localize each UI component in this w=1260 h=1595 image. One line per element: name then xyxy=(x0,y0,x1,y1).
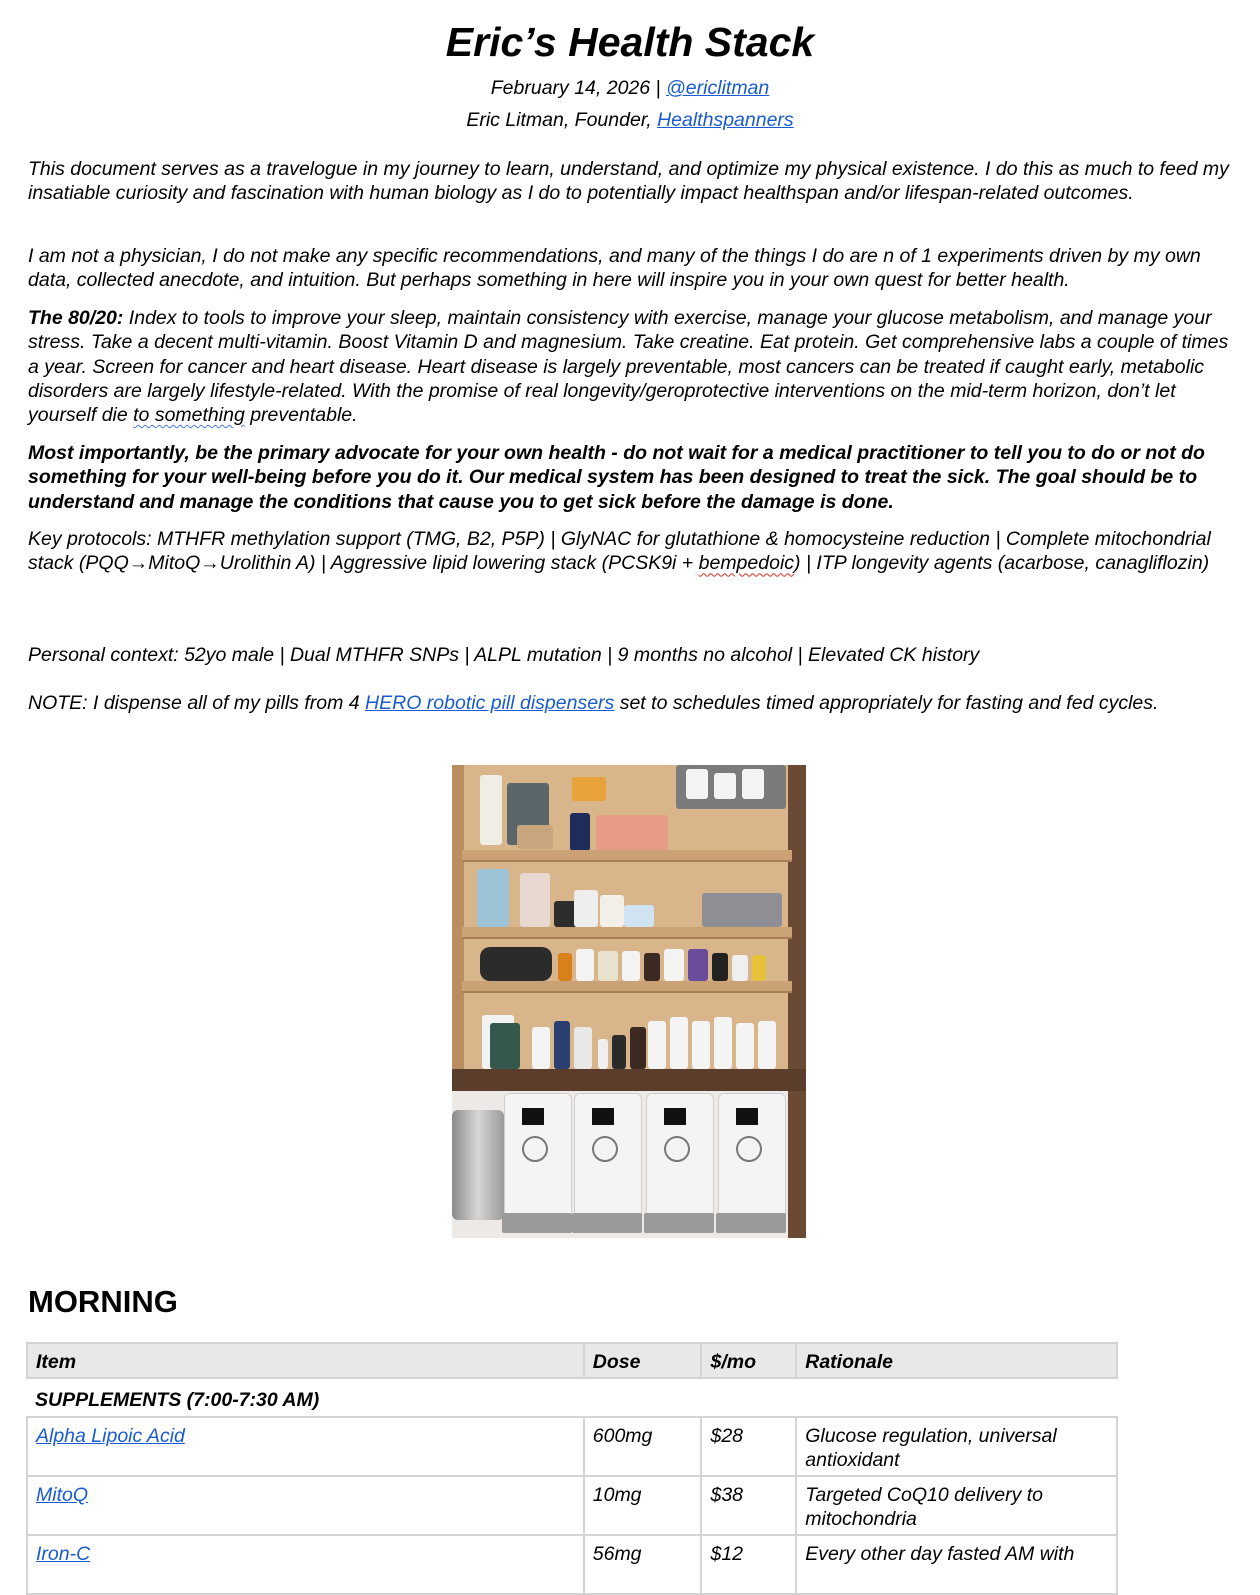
advocacy-paragraph: Most importantly, be the primary advocate for your own health - do not wait for a medical practitioner to tell you to do or not do something for your well-being before you do it. Our medical system has been designed to treat the sick. The goal should be to understand and manage the conditions that cause you to get sick before the damage is done. xyxy=(28,442,1205,513)
bag xyxy=(702,893,782,927)
bottle xyxy=(686,769,708,799)
document-title: Eric’s Health Stack xyxy=(445,19,815,65)
bottle xyxy=(688,949,708,981)
dial-icon xyxy=(736,1136,762,1162)
dark-shelf xyxy=(452,1069,806,1091)
8020-label: The 80/20: xyxy=(28,307,124,329)
intro-paragraph-disclaimer: I am not a physician, I do not make any specific recommendations, and many of the things I do are n of 1 experiments driven by my own data, collected anecdote, and intuition. But perhaps something in here will inspire you in your own quest for better health. xyxy=(28,245,1201,292)
spelling-flag[interactable]: bempedoic xyxy=(698,552,795,575)
bottle xyxy=(758,1021,776,1069)
cost-cell: $12 xyxy=(701,1535,796,1594)
cost-cell: $28 xyxy=(701,1417,796,1476)
nasal-spray xyxy=(598,1039,608,1069)
bottle xyxy=(644,953,660,981)
item-link[interactable]: Alpha Lipoic Acid xyxy=(36,1425,185,1447)
hero-dispensers-link[interactable]: HERO robotic pill dispensers xyxy=(365,692,615,714)
bottle xyxy=(570,813,590,851)
bottle xyxy=(576,949,594,981)
column-header-dose: Dose xyxy=(584,1343,702,1378)
pill-dispenser xyxy=(646,1093,714,1215)
section-label-supplements: SUPPLEMENTS (7:00-7:30 AM) xyxy=(27,1378,1117,1417)
pill-dispenser xyxy=(504,1093,572,1215)
bottle xyxy=(558,953,572,981)
bottle xyxy=(714,773,736,799)
dose-cell: 10mg xyxy=(584,1476,702,1535)
item-cell xyxy=(27,1476,584,1535)
bottle xyxy=(692,1021,710,1069)
tub xyxy=(574,890,598,927)
table-row xyxy=(27,1535,1117,1594)
tub xyxy=(490,1023,520,1069)
supplement-cabinet-photo xyxy=(452,765,806,1238)
rationale-cell: Every other day fasted AM with xyxy=(796,1535,1117,1594)
box xyxy=(572,777,606,801)
box xyxy=(624,905,654,927)
box xyxy=(517,825,553,849)
bag xyxy=(596,815,668,851)
box xyxy=(480,775,502,845)
bottle xyxy=(648,1021,666,1069)
bottle xyxy=(736,1023,754,1069)
bottle xyxy=(554,1021,570,1069)
personal-context-paragraph: Personal context: 52yo male | Dual MTHFR SNPs | ALPL mutation | 9 months no alcohol | Elevated CK history xyxy=(28,644,980,666)
table-row xyxy=(27,1417,1117,1476)
tub xyxy=(520,873,550,927)
key-protocols-paragraph: Key protocols: MTHFR methylation support (TMG, B2, P5P) | GlyNAC for glutathione & homocysteine reduction | Complete mitochondrial stack (PQQ→MitoQ→Urolithin A) | Aggressive lipid lowering stack (PCSK9i + bempedoic) | ITP longevity agents (acarbose, canagliflozin) xyxy=(28,528,1211,575)
dial-icon xyxy=(664,1136,690,1162)
table-header-row xyxy=(27,1343,1117,1378)
dispenser-base xyxy=(716,1213,786,1233)
byline-prefix: Eric Litman, Founder, xyxy=(466,109,658,131)
table-row xyxy=(27,1476,1117,1535)
dose-cell: 600mg xyxy=(584,1417,702,1476)
bottle xyxy=(670,1017,688,1069)
twitter-handle-link[interactable]: @ericlitman xyxy=(666,77,770,99)
shelf xyxy=(462,850,792,862)
intro-paragraph-travelogue: This document serves as a travelogue in my journey to learn, understand, and optimize my physical existence. I do this as much to feed my insatiable curiosity and fascination with human biology as I do to potentially impact healthspan and/or lifespan-related outcomes. xyxy=(28,158,1229,205)
byline xyxy=(28,106,1232,134)
bottle xyxy=(712,953,728,981)
section-heading-morning: MORNING xyxy=(28,1284,178,1319)
dial-icon xyxy=(592,1136,618,1162)
morning-stack-table xyxy=(26,1342,1118,1595)
dispenser-base xyxy=(572,1213,642,1233)
grammar-flag[interactable]: to something xyxy=(133,404,245,427)
cost-cell: $38 xyxy=(701,1476,796,1535)
shelf xyxy=(462,927,792,939)
column-header-item: Item xyxy=(27,1343,584,1378)
display-icon xyxy=(592,1108,614,1125)
display-icon xyxy=(522,1108,544,1125)
rationale-cell: Targeted CoQ10 delivery to mitochondria xyxy=(796,1476,1117,1535)
bottle xyxy=(598,951,618,981)
dispenser-base xyxy=(502,1213,572,1233)
bottle xyxy=(714,1017,732,1069)
bottle xyxy=(622,951,640,981)
display-icon xyxy=(664,1108,686,1125)
tub xyxy=(477,869,509,927)
section-row xyxy=(27,1378,1117,1417)
intro-paragraph-8020: The 80/20: Index to tools to improve your sleep, maintain consistency with exercise, manage your glucose metabolism, and manage your stress. Take a decent multi-vitamin. Boost Vitamin D and magnesium. Take creatine. Eat protein. Get comprehensive labs a couple of times a year. Screen for cancer and heart disease. Heart disease is largely preventable, most cancers can be treated if caught early, metabolic disorders are largely lifestyle-related. With the promise of real longevity/geroprotective interventions on the mid-term horizon, don’t let yourself die to something preventable. xyxy=(28,307,1229,427)
bottle xyxy=(742,769,764,799)
rationale-cell: Glucose regulation, universal antioxidant xyxy=(796,1417,1117,1476)
column-header-rationale: Rationale xyxy=(796,1343,1117,1378)
bottle xyxy=(732,955,748,981)
item-link[interactable]: Iron-C xyxy=(36,1543,91,1565)
item-cell xyxy=(27,1535,584,1594)
item-cell xyxy=(27,1417,584,1476)
pill-dispenser xyxy=(718,1093,786,1215)
column-header-cost: $/mo xyxy=(701,1343,796,1378)
bottle xyxy=(532,1027,550,1069)
dial-icon xyxy=(522,1136,548,1162)
cabinet-door-edge xyxy=(788,765,806,1238)
item-link[interactable]: MitoQ xyxy=(36,1484,89,1506)
bottle xyxy=(664,949,684,981)
bottle xyxy=(612,1035,626,1069)
display-icon xyxy=(736,1108,758,1125)
steel-container xyxy=(452,1110,504,1220)
dispenser-base xyxy=(644,1213,714,1233)
bottle xyxy=(630,1027,646,1069)
publish-date: February 14, 2026 xyxy=(490,77,651,99)
bottle xyxy=(574,1027,592,1069)
company-link[interactable]: Healthspanners xyxy=(657,109,794,131)
dose-cell: 56mg xyxy=(584,1535,702,1594)
separator: | xyxy=(650,77,667,99)
bottle xyxy=(752,955,766,981)
dispenser-note-paragraph: NOTE: I dispense all of my pills from 4 HERO robotic pill dispensers set to schedules timed appropriately for fasting and fed cycles. xyxy=(28,692,1159,714)
tub xyxy=(600,895,624,927)
weight-plates xyxy=(480,947,552,981)
shelf xyxy=(462,981,792,993)
date-line xyxy=(28,74,1232,102)
pill-dispenser xyxy=(574,1093,642,1215)
